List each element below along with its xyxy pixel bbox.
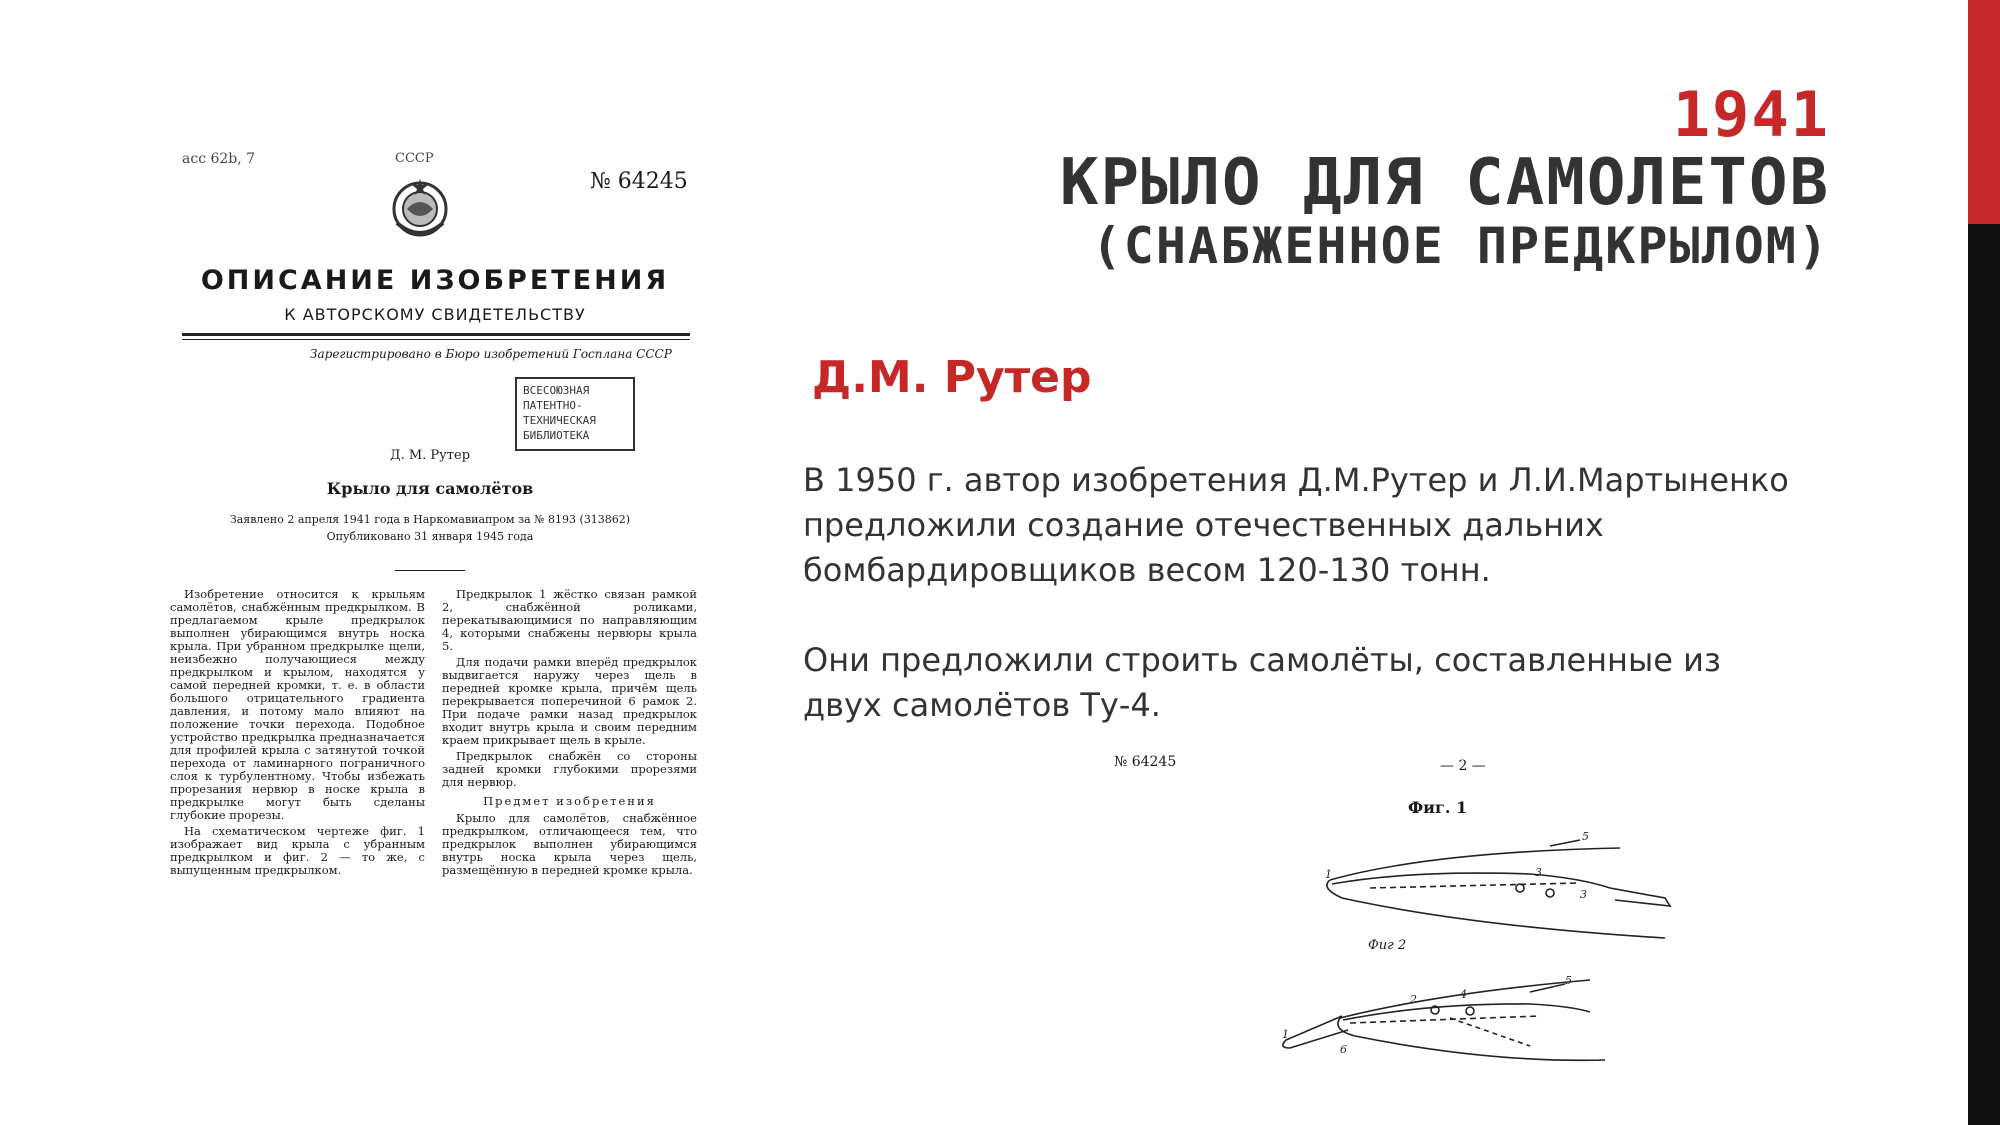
wing-profile-fig1 bbox=[1330, 848, 1620, 880]
svg-text:3: 3 bbox=[1580, 888, 1587, 901]
wing-drawing bbox=[1110, 748, 1840, 1083]
stamp-line: БИБЛИОТЕКА bbox=[523, 429, 590, 442]
title-sub: (СНАБЖЕННОЕ ПРЕДКРЫЛОМ) bbox=[1091, 217, 1830, 275]
patent-paragraph: Крыло для самолётов, снабжённое предкрылком, отличающееся тем, что предкрылок выполнен убирающимся внутрь носка крыла через щель, размещённую в передней кромке крыла. bbox=[442, 811, 697, 877]
patent-author: Д. М. Рутер bbox=[390, 448, 471, 463]
svg-text:1: 1 bbox=[1282, 1028, 1289, 1041]
patent-rule bbox=[395, 570, 465, 571]
body-text bbox=[803, 458, 1803, 773]
svg-text:4: 4 bbox=[1460, 988, 1467, 1001]
svg-text:1: 1 bbox=[1325, 868, 1332, 881]
patent-paragraph: На схематическом чертеже фиг. 1 изображает вид крыла с убранным предкрылком и фиг. 2 — то же, с выпущенным предкрылком. bbox=[170, 824, 425, 877]
svg-text:3: 3 bbox=[1535, 866, 1542, 879]
svg-text:2: 2 bbox=[1410, 993, 1417, 1006]
figure-2-label: Фиг 2 bbox=[1368, 938, 1407, 953]
patent-paragraph: Предкрылок снабжён со стороны задней кромки глубокими прорезями для нервюр. bbox=[442, 749, 697, 789]
patent-paragraph: Изобретение относится к крыльям самолётов, снабжённым предкрылком. В предлагаемом крыле предкрылок выполнен убирающимся внутрь носка крыла. При убранном предкрылке щели, неизбежно получающиеся между предкрылком и крылом, находятся у самой передней кромки, т. е. в области большого отрицательного градиента давления, и потому мало влияют на положение точки перехода. Подобное устройство предкрылка предназначается для профилей крыла с затянутой точкой перехода от ламинарного пограничного слоя к турбулентному. Чтобы избежать прорезания нервюр в носке крыла в предкрылке могут быть сделаны глубокие прорезы. bbox=[170, 587, 425, 822]
patent-registered: Зарегистрировано в Бюро изобретений Госплана СССР bbox=[310, 347, 672, 361]
svg-text:5: 5 bbox=[1582, 830, 1589, 843]
stamp-line: ТЕХНИЧЕСКАЯ bbox=[523, 414, 596, 427]
patent-class-label: асс 62b, 7 bbox=[182, 151, 256, 167]
library-stamp bbox=[515, 377, 635, 451]
stamp-line: ПАТЕНТНО- bbox=[523, 399, 583, 412]
patent-number: № 64245 bbox=[590, 169, 688, 194]
stamp-line: ВСЕСОЮЗНАЯ bbox=[523, 384, 590, 397]
patent-paragraph: Для подачи рамки вперёд предкрылок выдвигается наружу через щель в передней кромке крыла, причём щель перекрывается поперечиной 6 рамок 2. При подаче рамки назад предкрылок входит внутрь крыла и своим передним краем прикрывает щель в крыле. bbox=[442, 655, 697, 747]
patent-figure-image bbox=[1110, 748, 1840, 1083]
figure-patent-number: № 64245 bbox=[1114, 754, 1177, 770]
patent-paragraph: Предкрылок 1 жёстко связан рамкой 2, снабжённой роликами, перекатывающимися по направляющим 4, которыми снабжены нервюры крыла 5. bbox=[442, 587, 697, 653]
body-paragraph: В 1950 г. автор изобретения Д.М.Рутер и Л.И.Мартыненко предложили создание отечественных дальних бомбардировщиков весом 120-130 тонн. bbox=[803, 461, 1789, 589]
ussr-emblem-icon bbox=[385, 175, 455, 245]
body-paragraph: Они предложили строить самолёты, составленные из двух самолётов Ту-4. bbox=[803, 641, 1721, 724]
patent-document-image bbox=[170, 145, 700, 975]
patent-work-title: Крыло для самолётов bbox=[326, 479, 534, 498]
figure-1-label: Фиг. 1 bbox=[1408, 798, 1468, 817]
patent-column-right bbox=[442, 588, 697, 880]
title-main: КРЫЛО ДЛЯ САМОЛЕТОВ bbox=[1059, 146, 1830, 220]
patent-title: ОПИСАНИЕ ИЗОБРЕТЕНИЯ bbox=[200, 265, 670, 296]
side-accent-bar bbox=[1968, 0, 2000, 224]
patent-subtitle: К АВТОРСКОМУ СВИДЕТЕЛЬСТВУ bbox=[284, 305, 586, 324]
patent-rule bbox=[182, 333, 690, 336]
author-name: Д.М. Рутер bbox=[812, 352, 1092, 403]
patent-subject-heading: Предмет изобретения bbox=[483, 794, 656, 808]
svg-text:6: 6 bbox=[1340, 1043, 1347, 1056]
side-dark-bar bbox=[1968, 224, 2000, 1125]
patent-country: СССР bbox=[395, 151, 434, 166]
slide-title bbox=[1059, 78, 1830, 275]
patent-rule bbox=[182, 339, 690, 340]
patent-filed: Заявлено 2 апреля 1941 года в Наркомавиапром за № 8193 (313862) bbox=[229, 513, 631, 526]
patent-published: Опубликовано 31 января 1945 года bbox=[326, 530, 534, 543]
figure-page-number: — 2 — bbox=[1440, 758, 1486, 774]
title-year: 1941 bbox=[1672, 78, 1830, 151]
patent-column-left bbox=[170, 588, 425, 880]
svg-text:5: 5 bbox=[1565, 974, 1572, 987]
